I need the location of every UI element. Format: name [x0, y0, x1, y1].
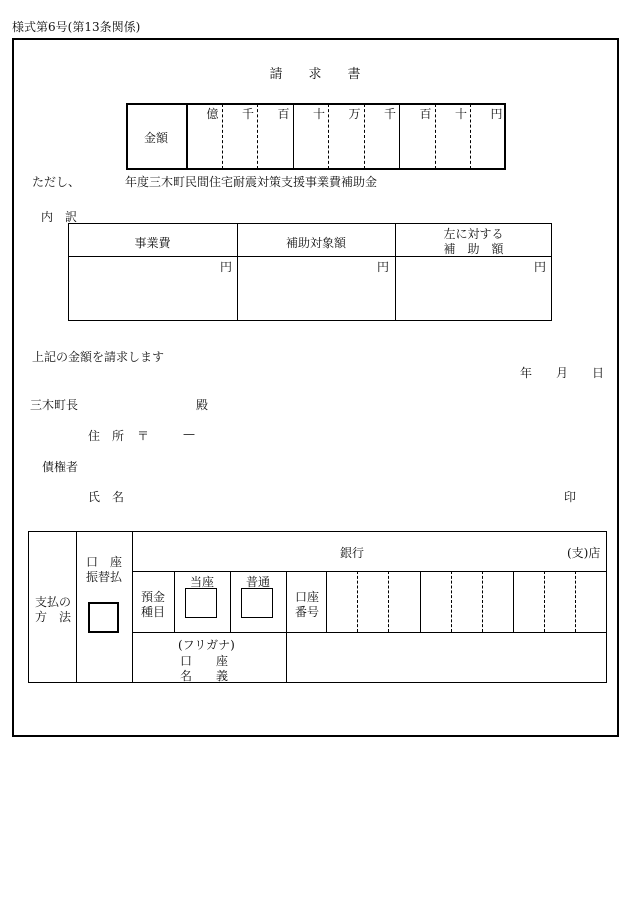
addressee: 三木町長 — [30, 398, 79, 412]
amount-unit-label: 十 — [455, 107, 468, 121]
amount-unit-label: 百 — [277, 107, 290, 121]
header-subsidy-line1: 左に対する — [443, 227, 504, 241]
yen-project-cost: 円 — [220, 260, 233, 274]
account-number-line2: 番号 — [295, 605, 320, 619]
postal-mark: 〒 — [137, 429, 150, 443]
page-title: 請 求 書 — [269, 67, 361, 82]
postal-dash: — — [183, 427, 195, 441]
bank-label: 銀行 — [340, 546, 365, 560]
breakdown-label: 内 訳 — [41, 210, 78, 224]
account-holder-line2: 名 義 — [180, 669, 229, 683]
transfer-line1: 口 座 — [85, 555, 122, 569]
branch-label: (支)店 — [567, 546, 601, 560]
amount-unit-label: 十 — [313, 107, 326, 121]
furigana-label: (フリガナ) — [178, 638, 235, 652]
account-holder-line1: 口 座 — [180, 654, 229, 668]
current-account-checkbox[interactable] — [185, 588, 217, 618]
yen-eligible-amount: 円 — [377, 260, 390, 274]
amount-unit-label: 万 — [348, 107, 361, 121]
creditor-label: 債権者 — [42, 460, 79, 474]
yen-subsidy: 円 — [534, 260, 547, 274]
form-number: 様式第6号(第13条関係) — [12, 20, 141, 34]
current-account-label: 当座 — [189, 575, 214, 589]
deposit-type-line2: 種目 — [141, 605, 166, 619]
transfer-line2: 振替払 — [85, 570, 122, 584]
date-year: 年 — [520, 366, 533, 380]
subsidy-name: 年度三木町民間住宅耐震対策支援事業費補助金 — [125, 175, 378, 189]
seal-mark: 印 — [564, 490, 577, 504]
header-subsidy-line2: 補 助 額 — [443, 242, 504, 256]
header-project-cost: 事業費 — [134, 236, 171, 250]
account-number-line1: 口座 — [295, 590, 320, 604]
honorific: 殿 — [196, 398, 209, 412]
amount-unit-label: 億 — [206, 107, 219, 121]
amount-unit-label: 円 — [490, 107, 503, 121]
payment-method-line1: 支払の — [35, 595, 72, 609]
ordinary-account-label: 普通 — [245, 575, 270, 589]
amount-unit-label: 千 — [384, 107, 397, 121]
tadashi-label: ただし、 — [32, 175, 81, 189]
header-eligible-amount: 補助対象額 — [285, 236, 346, 250]
transfer-checkbox[interactable] — [88, 602, 119, 633]
address-label: 住 所 — [88, 429, 125, 443]
date-month: 月 — [556, 366, 569, 380]
ordinary-account-checkbox[interactable] — [241, 588, 273, 618]
amount-unit-label: 千 — [242, 107, 255, 121]
name-label: 氏 名 — [88, 490, 125, 504]
payment-method-line2: 方 法 — [35, 610, 72, 624]
amount-unit-label: 百 — [419, 107, 432, 121]
date-day: 日 — [592, 366, 605, 380]
request-statement: 上記の金額を請求します — [32, 350, 165, 364]
amount-label: 金額 — [144, 131, 169, 145]
deposit-type-line1: 預金 — [141, 590, 166, 604]
